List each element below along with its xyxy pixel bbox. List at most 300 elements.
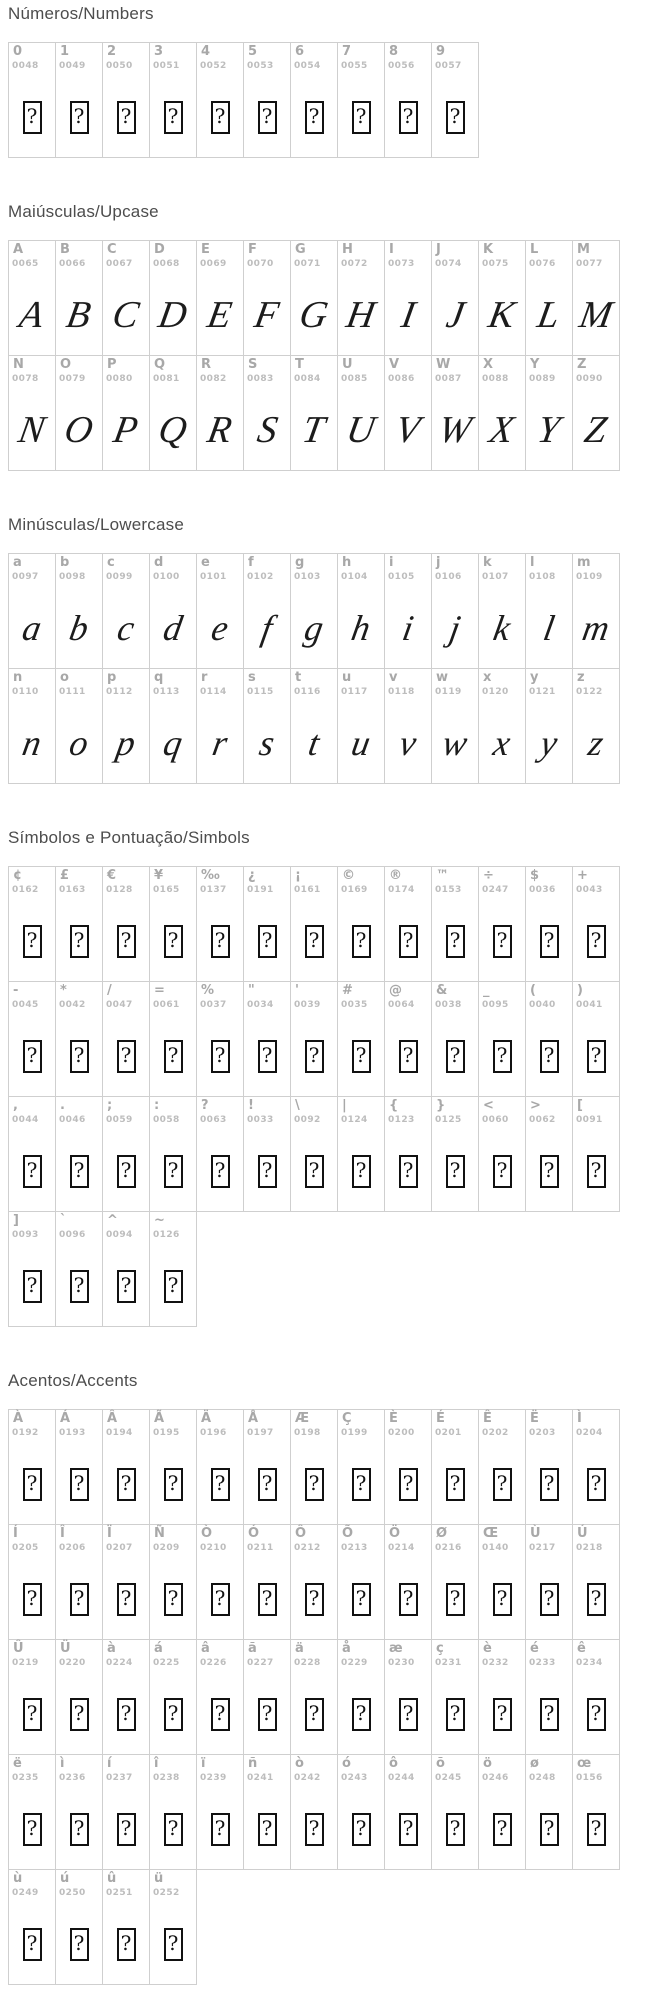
cell-unicode-code: 0114 xyxy=(200,687,227,697)
cell-unicode-code: 0125 xyxy=(435,1115,462,1125)
cell-unicode-code: 0042 xyxy=(59,1000,86,1010)
script-glyph: X xyxy=(486,409,518,451)
cell-character-label: ^ xyxy=(107,1213,118,1228)
glyph-cell-0119 xyxy=(431,668,479,784)
cell-character-label: ! xyxy=(248,1098,254,1113)
script-glyph: G xyxy=(296,294,332,336)
notdef-glyph-box: ? xyxy=(352,1698,371,1731)
cell-unicode-code: 0045 xyxy=(12,1000,39,1010)
cell-unicode-code: 0090 xyxy=(576,374,603,384)
missing-glyph-area xyxy=(103,1674,149,1754)
glyph-cell-0034 xyxy=(243,981,291,1097)
notdef-glyph-box: ? xyxy=(117,101,136,134)
missing-glyph-area xyxy=(291,77,337,157)
glyph-cell-0214 xyxy=(384,1524,432,1640)
glyph-cell-0242 xyxy=(290,1754,338,1870)
glyph-cell-0169 xyxy=(337,866,385,982)
script-glyph-area xyxy=(338,390,384,470)
cell-character-label: á xyxy=(154,1641,163,1656)
script-glyph: f xyxy=(258,608,276,648)
notdef-glyph-box: ? xyxy=(70,1583,89,1616)
notdef-glyph-box: ? xyxy=(211,1468,230,1501)
script-glyph: w xyxy=(439,723,471,763)
cell-character-label: 3 xyxy=(154,44,164,59)
cell-unicode-code: 0123 xyxy=(388,1115,415,1125)
cell-character-label: ü xyxy=(154,1871,164,1886)
notdef-glyph-box: ? xyxy=(70,1928,89,1961)
notdef-glyph-box: ? xyxy=(305,925,324,958)
cell-unicode-code: 0119 xyxy=(435,687,462,697)
missing-glyph-area xyxy=(573,1559,619,1639)
notdef-glyph-box: ? xyxy=(23,1040,42,1073)
cell-character-label: ñ xyxy=(248,1756,258,1771)
missing-glyph-area xyxy=(291,1674,337,1754)
notdef-glyph-box: ? xyxy=(211,925,230,958)
notdef-glyph-box: ? xyxy=(164,1698,183,1731)
cell-character-label: % xyxy=(201,983,215,998)
script-glyph: Q xyxy=(155,409,191,451)
section-numbers xyxy=(8,4,661,158)
missing-glyph-area xyxy=(432,1789,478,1869)
script-glyph: l xyxy=(540,608,558,648)
notdef-glyph-box: ? xyxy=(117,1583,136,1616)
glyph-cell-0063 xyxy=(196,1096,244,1212)
glyph-cell-0066 xyxy=(55,240,103,356)
glyph-cell-0202 xyxy=(478,1409,526,1525)
cell-unicode-code: 0252 xyxy=(153,1888,180,1898)
script-glyph-area xyxy=(103,703,149,783)
cell-unicode-code: 0037 xyxy=(200,1000,227,1010)
script-glyph: F xyxy=(251,294,283,336)
glyph-cell-0081 xyxy=(149,355,197,471)
cell-unicode-code: 0207 xyxy=(106,1543,133,1553)
notdef-glyph-box: ? xyxy=(23,101,42,134)
cell-unicode-code: 0192 xyxy=(12,1428,39,1438)
cell-unicode-code: 0101 xyxy=(200,572,227,582)
notdef-glyph-box: ? xyxy=(117,1698,136,1731)
char-row xyxy=(8,1869,661,1985)
cell-character-label: , xyxy=(13,1098,18,1113)
script-glyph: N xyxy=(15,409,49,451)
notdef-glyph-box: ? xyxy=(164,1155,183,1188)
glyph-cell-0125 xyxy=(431,1096,479,1212)
missing-glyph-area xyxy=(338,1131,384,1211)
script-glyph: T xyxy=(299,409,329,451)
script-glyph: k xyxy=(490,608,514,648)
cell-unicode-code: 0093 xyxy=(12,1230,39,1240)
cell-character-label: " xyxy=(248,983,255,998)
cell-unicode-code: 0077 xyxy=(576,259,603,269)
cell-unicode-code: 0054 xyxy=(294,61,321,71)
cell-unicode-code: 0104 xyxy=(341,572,368,582)
glyph-cell-0101 xyxy=(196,553,244,669)
script-glyph-area xyxy=(338,588,384,668)
cell-unicode-code: 0236 xyxy=(59,1773,86,1783)
notdef-glyph-box: ? xyxy=(70,1468,89,1501)
cell-unicode-code: 0117 xyxy=(341,687,368,697)
notdef-glyph-box: ? xyxy=(117,1040,136,1073)
glyph-cell-0043 xyxy=(572,866,620,982)
notdef-glyph-box: ? xyxy=(211,1155,230,1188)
notdef-glyph-box: ? xyxy=(164,925,183,958)
glyph-cell-0199 xyxy=(337,1409,385,1525)
char-table-symbols xyxy=(8,866,661,1327)
notdef-glyph-box: ? xyxy=(399,1468,418,1501)
cell-character-label: Ã xyxy=(154,1411,165,1426)
cell-character-label: x xyxy=(483,670,492,685)
script-glyph-area xyxy=(526,275,572,355)
notdef-glyph-box: ? xyxy=(587,1583,606,1616)
script-glyph: d xyxy=(160,608,186,648)
missing-glyph-area xyxy=(103,901,149,981)
cell-character-label: ò xyxy=(295,1756,304,1771)
glyph-cell-0210 xyxy=(196,1524,244,1640)
cell-character-label: d xyxy=(154,555,164,570)
cell-character-label: / xyxy=(107,983,112,998)
cell-unicode-code: 0078 xyxy=(12,374,39,384)
missing-glyph-area xyxy=(385,1789,431,1869)
cell-unicode-code: 0198 xyxy=(294,1428,321,1438)
notdef-glyph-box: ? xyxy=(164,1813,183,1846)
missing-glyph-area xyxy=(9,901,55,981)
cell-unicode-code: 0075 xyxy=(482,259,509,269)
script-glyph-area xyxy=(291,390,337,470)
cell-character-label: . xyxy=(60,1098,65,1113)
missing-glyph-area xyxy=(291,1559,337,1639)
missing-glyph-area xyxy=(103,1559,149,1639)
notdef-glyph-box: ? xyxy=(540,1698,559,1731)
missing-glyph-area xyxy=(479,1789,525,1869)
notdef-glyph-box: ? xyxy=(211,1040,230,1073)
cell-unicode-code: 0214 xyxy=(388,1543,415,1553)
missing-glyph-area xyxy=(526,901,572,981)
glyph-cell-0105 xyxy=(384,553,432,669)
script-glyph: q xyxy=(160,723,186,763)
cell-character-label: ] xyxy=(13,1213,19,1228)
script-glyph-area xyxy=(197,588,243,668)
script-glyph: H xyxy=(343,294,379,336)
cell-character-label: ï xyxy=(201,1756,206,1771)
glyph-cell-0128 xyxy=(102,866,150,982)
missing-glyph-area xyxy=(197,901,243,981)
notdef-glyph-box: ? xyxy=(23,1155,42,1188)
script-glyph: J xyxy=(442,294,468,336)
notdef-glyph-box: ? xyxy=(493,1583,512,1616)
missing-glyph-area xyxy=(150,901,196,981)
cell-unicode-code: 0086 xyxy=(388,374,415,384)
missing-glyph-area xyxy=(244,1559,290,1639)
cell-unicode-code: 0251 xyxy=(106,1888,133,1898)
glyph-cell-0059 xyxy=(102,1096,150,1212)
cell-unicode-code: 0238 xyxy=(153,1773,180,1783)
script-glyph-area xyxy=(244,588,290,668)
missing-glyph-area xyxy=(9,77,55,157)
missing-glyph-area xyxy=(244,1674,290,1754)
glyph-cell-0036 xyxy=(525,866,573,982)
cell-character-label: > xyxy=(530,1098,541,1113)
glyph-cell-0087 xyxy=(431,355,479,471)
glyph-cell-0095 xyxy=(478,981,526,1097)
missing-glyph-area xyxy=(103,1246,149,1326)
cell-unicode-code: 0109 xyxy=(576,572,603,582)
glyph-cell-0045 xyxy=(8,981,56,1097)
section-title-numbers: Números/Numbers xyxy=(8,4,154,23)
notdef-glyph-box: ? xyxy=(446,1698,465,1731)
notdef-glyph-box: ? xyxy=(352,1583,371,1616)
script-glyph: A xyxy=(16,294,48,336)
notdef-glyph-box: ? xyxy=(258,1468,277,1501)
missing-glyph-area xyxy=(103,1904,149,1984)
script-glyph: L xyxy=(534,294,564,336)
missing-glyph-area xyxy=(432,1559,478,1639)
cell-character-label: T xyxy=(295,357,304,372)
cell-character-label: Û xyxy=(13,1641,24,1656)
notdef-glyph-box: ? xyxy=(540,925,559,958)
cell-character-label: â xyxy=(201,1641,210,1656)
script-glyph: y xyxy=(537,723,561,763)
cell-character-label: S xyxy=(248,357,258,372)
script-glyph-area xyxy=(9,390,55,470)
cell-character-label: G xyxy=(295,242,306,257)
glyph-cell-0040 xyxy=(525,981,573,1097)
script-glyph-area xyxy=(9,588,55,668)
glyph-cell-0226 xyxy=(196,1639,244,1755)
cell-unicode-code: 0163 xyxy=(59,885,86,895)
cell-character-label: u xyxy=(342,670,352,685)
cell-unicode-code: 0113 xyxy=(153,687,180,697)
cell-unicode-code: 0216 xyxy=(435,1543,462,1553)
cell-unicode-code: 0049 xyxy=(59,61,86,71)
char-row xyxy=(8,1211,661,1327)
cell-unicode-code: 0064 xyxy=(388,1000,415,1010)
glyph-cell-0080 xyxy=(102,355,150,471)
missing-glyph-area xyxy=(338,1444,384,1524)
cell-character-label: è xyxy=(483,1641,492,1656)
cell-character-label: h xyxy=(342,555,352,570)
cell-unicode-code: 0243 xyxy=(341,1773,368,1783)
missing-glyph-area xyxy=(197,1131,243,1211)
cell-unicode-code: 0122 xyxy=(576,687,603,697)
missing-glyph-area xyxy=(291,1444,337,1524)
cell-unicode-code: 0107 xyxy=(482,572,509,582)
script-glyph: s xyxy=(256,723,278,763)
cell-character-label: + xyxy=(577,868,588,883)
glyph-cell-0124 xyxy=(337,1096,385,1212)
notdef-glyph-box: ? xyxy=(164,101,183,134)
cell-character-label: | xyxy=(342,1098,347,1113)
missing-glyph-area xyxy=(385,1131,431,1211)
cell-character-label: ÷ xyxy=(483,868,494,883)
glyph-cell-0096 xyxy=(55,1211,103,1327)
glyph-cell-0115 xyxy=(243,668,291,784)
cell-character-label: ‰ xyxy=(201,868,220,883)
cell-unicode-code: 0116 xyxy=(294,687,321,697)
missing-glyph-area xyxy=(103,1131,149,1211)
script-glyph: e xyxy=(208,608,232,648)
cell-character-label: ~ xyxy=(154,1213,165,1228)
cell-character-label: ù xyxy=(13,1871,23,1886)
script-glyph: P xyxy=(110,409,142,451)
cell-character-label: é xyxy=(530,1641,539,1656)
missing-glyph-area xyxy=(56,901,102,981)
notdef-glyph-box: ? xyxy=(446,1468,465,1501)
section-lowercase xyxy=(8,515,661,784)
char-row xyxy=(8,1639,661,1755)
cell-character-label: P xyxy=(107,357,117,372)
glyph-cell-0037 xyxy=(196,981,244,1097)
cell-character-label: z xyxy=(577,670,585,685)
cell-unicode-code: 0074 xyxy=(435,259,462,269)
script-glyph-area xyxy=(573,390,619,470)
cell-character-label: ë xyxy=(13,1756,22,1771)
cell-character-label: t xyxy=(295,670,302,685)
script-glyph-area xyxy=(56,703,102,783)
glyph-cell-0243 xyxy=(337,1754,385,1870)
script-glyph-area xyxy=(103,588,149,668)
cell-character-label: 1 xyxy=(60,44,70,59)
script-glyph-area xyxy=(526,588,572,668)
glyph-cell-0047 xyxy=(102,981,150,1097)
script-glyph: O xyxy=(61,409,97,451)
notdef-glyph-box: ? xyxy=(258,1698,277,1731)
missing-glyph-area xyxy=(526,1131,572,1211)
script-glyph-area xyxy=(573,703,619,783)
glyph-cell-0117 xyxy=(337,668,385,784)
cell-character-label: ¡ xyxy=(295,868,301,883)
cell-unicode-code: 0212 xyxy=(294,1543,321,1553)
notdef-glyph-box: ? xyxy=(352,925,371,958)
glyph-cell-0092 xyxy=(290,1096,338,1212)
cell-unicode-code: 0211 xyxy=(247,1543,274,1553)
missing-glyph-area xyxy=(526,1789,572,1869)
missing-glyph-area xyxy=(56,1131,102,1211)
missing-glyph-area xyxy=(479,901,525,981)
script-glyph-area xyxy=(479,703,525,783)
glyph-cell-0100 xyxy=(149,553,197,669)
glyph-cell-0033 xyxy=(243,1096,291,1212)
cell-unicode-code: 0039 xyxy=(294,1000,321,1010)
cell-unicode-code: 0115 xyxy=(247,687,274,697)
notdef-glyph-box: ? xyxy=(211,101,230,134)
notdef-glyph-box: ? xyxy=(540,1583,559,1616)
missing-glyph-area xyxy=(9,1131,55,1211)
cell-unicode-code: 0193 xyxy=(59,1428,86,1438)
cell-unicode-code: 0209 xyxy=(153,1543,180,1553)
glyph-cell-0044 xyxy=(8,1096,56,1212)
script-glyph-area xyxy=(291,588,337,668)
script-glyph: z xyxy=(585,723,607,763)
glyph-cell-0113 xyxy=(149,668,197,784)
missing-glyph-area xyxy=(291,1131,337,1211)
notdef-glyph-box: ? xyxy=(211,1583,230,1616)
missing-glyph-area xyxy=(479,1016,525,1096)
cell-character-label: Ö xyxy=(389,1526,401,1541)
script-glyph: n xyxy=(19,723,45,763)
cell-unicode-code: 0058 xyxy=(153,1115,180,1125)
cell-unicode-code: 0126 xyxy=(153,1230,180,1240)
glyph-cell-0093 xyxy=(8,1211,56,1327)
glyph-cell-0103 xyxy=(290,553,338,669)
cell-character-label: n xyxy=(13,670,23,685)
cell-character-label: K xyxy=(483,242,494,257)
cell-unicode-code: 0231 xyxy=(435,1658,462,1668)
cell-character-label: 6 xyxy=(295,44,305,59)
missing-glyph-area xyxy=(9,1444,55,1524)
script-glyph-area xyxy=(150,588,196,668)
script-glyph-area xyxy=(244,703,290,783)
script-glyph: b xyxy=(66,608,92,648)
cell-character-label: Â xyxy=(107,1411,118,1426)
cell-character-label: = xyxy=(154,983,165,998)
script-glyph: v xyxy=(396,723,420,763)
glyph-cell-0239 xyxy=(196,1754,244,1870)
glyph-cell-0234 xyxy=(572,1639,620,1755)
missing-glyph-area xyxy=(9,1559,55,1639)
glyph-cell-0067 xyxy=(102,240,150,356)
glyph-cell-0046 xyxy=(55,1096,103,1212)
glyph-cell-0054 xyxy=(290,42,338,158)
cell-unicode-code: 0082 xyxy=(200,374,227,384)
cell-unicode-code: 0204 xyxy=(576,1428,603,1438)
cell-unicode-code: 0156 xyxy=(576,1773,603,1783)
cell-unicode-code: 0197 xyxy=(247,1428,274,1438)
cell-character-label: õ xyxy=(436,1756,445,1771)
cell-character-label: i xyxy=(389,555,394,570)
missing-glyph-area xyxy=(56,77,102,157)
script-glyph: W xyxy=(435,409,475,451)
notdef-glyph-box: ? xyxy=(23,1270,42,1303)
cell-character-label: ¿ xyxy=(248,868,256,883)
missing-glyph-area xyxy=(573,1789,619,1869)
cell-unicode-code: 0200 xyxy=(388,1428,415,1438)
cell-unicode-code: 0233 xyxy=(529,1658,556,1668)
script-glyph-area xyxy=(385,588,431,668)
cell-character-label: $ xyxy=(530,868,540,883)
missing-glyph-area xyxy=(432,901,478,981)
cell-unicode-code: 0083 xyxy=(247,374,274,384)
script-glyph-area xyxy=(573,588,619,668)
script-glyph-area xyxy=(244,390,290,470)
cell-unicode-code: 0033 xyxy=(247,1115,274,1125)
cell-unicode-code: 0068 xyxy=(153,259,180,269)
notdef-glyph-box: ? xyxy=(587,925,606,958)
cell-character-label: ¥ xyxy=(154,868,164,883)
cell-character-label: g xyxy=(295,555,305,570)
cell-character-label: ¢ xyxy=(13,868,23,883)
cell-character-label: È xyxy=(389,1411,398,1426)
cell-character-label: Q xyxy=(154,357,166,372)
cell-unicode-code: 0225 xyxy=(153,1658,180,1668)
missing-glyph-area xyxy=(526,1444,572,1524)
glyph-cell-0228 xyxy=(290,1639,338,1755)
cell-unicode-code: 0217 xyxy=(529,1543,556,1553)
script-glyph: u xyxy=(348,723,374,763)
glyph-cell-0082 xyxy=(196,355,244,471)
notdef-glyph-box: ? xyxy=(305,1698,324,1731)
missing-glyph-area xyxy=(56,1789,102,1869)
char-row xyxy=(8,1754,661,1870)
cell-unicode-code: 0249 xyxy=(12,1888,39,1898)
script-glyph: x xyxy=(490,723,514,763)
script-glyph: t xyxy=(305,723,323,763)
script-glyph: M xyxy=(576,294,616,336)
glyph-cell-0193 xyxy=(55,1409,103,1525)
cell-unicode-code: 0229 xyxy=(341,1658,368,1668)
cell-character-label: ` xyxy=(60,1213,67,1228)
glyph-cell-0112 xyxy=(102,668,150,784)
cell-unicode-code: 0070 xyxy=(247,259,274,269)
cell-character-label: ê xyxy=(577,1641,586,1656)
